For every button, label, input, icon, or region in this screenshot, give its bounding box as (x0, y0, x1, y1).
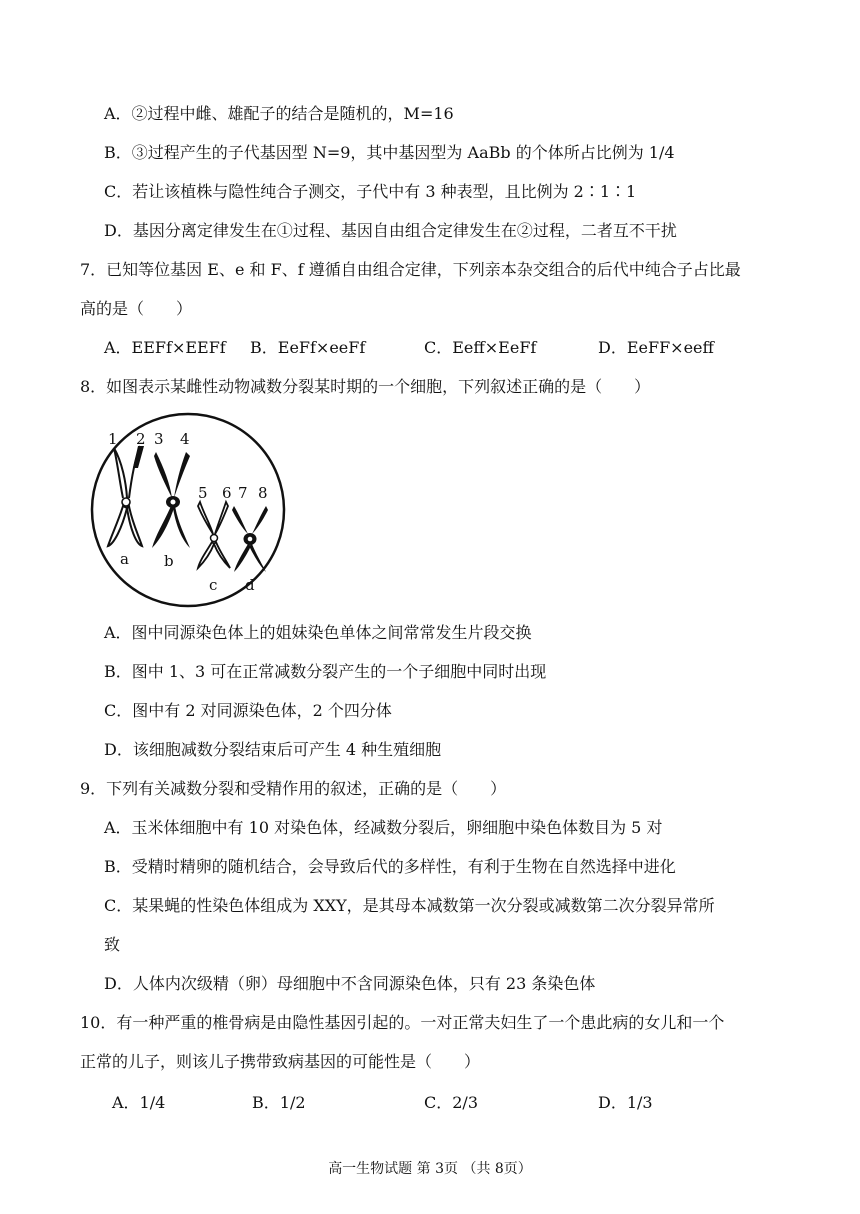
chromosome-a (108, 446, 144, 546)
label-2: 2 (136, 430, 146, 448)
label-d: d (245, 576, 255, 594)
cell-division-figure (78, 410, 298, 610)
q6-option-b: B．③过程产生的子代基因型 N=9，其中基因型为 AaBb 的个体所占比例为 1/4 (104, 143, 675, 162)
chromosome-d (232, 506, 268, 572)
label-c: c (209, 576, 218, 594)
q9-option-c: C．某果蝇的性染色体组成为 XXY，是其母本减数第一次分裂或减数第二次分裂异常所 (104, 896, 715, 915)
q7-option-b: B．EeFf×eeFf (250, 338, 366, 357)
q10-stem-line2: 正常的儿子，则该儿子携带致病基因的可能性是（ ） (80, 1052, 481, 1071)
label-6: 6 (222, 484, 232, 502)
q8-option-c: C．图中有 2 对同源染色体，2 个四分体 (104, 701, 392, 720)
q6-option-a: A．②过程中雌、雄配子的结合是随机的，M=16 (104, 104, 454, 123)
q10-option-b: B．1/2 (252, 1093, 306, 1112)
q9-option-d: D．人体内次级精（卵）母细胞中不含同源染色体，只有 23 条染色体 (104, 974, 596, 993)
q9-stem: 9．下列有关减数分裂和受精作用的叙述，正确的是（ ） (80, 779, 507, 798)
label-b: b (164, 552, 174, 570)
q7-stem-line2: 高的是（ ） (80, 299, 193, 318)
q8-option-a: A．图中同源染色体上的姐妹染色单体之间常常发生片段交换 (104, 623, 532, 642)
q6-option-c: C．若让该植株与隐性纯合子测交，子代中有 3 种表型，且比例为 2∶1∶1 (104, 182, 637, 201)
label-3: 3 (154, 430, 164, 448)
label-4: 4 (180, 430, 190, 448)
label-1: 1 (108, 430, 118, 448)
q7-stem-line1: 7．已知等位基因 E、e 和 F、f 遵循自由组合定律，下列亲本杂交组合的后代中纯合子占比最 (80, 260, 741, 279)
q10-option-d: D．1/3 (598, 1093, 653, 1112)
label-7: 7 (238, 484, 248, 502)
q7-option-a: A．EEFf×EEFf (104, 338, 226, 357)
label-5: 5 (198, 484, 208, 502)
q6-option-d: D．基因分离定律发生在①过程、基因自由组合定律发生在②过程，二者互不干扰 (104, 221, 677, 240)
chromosome-b (152, 452, 190, 548)
q9-option-c-cont: 致 (104, 935, 121, 954)
label-a: a (120, 550, 129, 568)
q10-option-c: C．2/3 (424, 1093, 478, 1112)
q7-option-d: D．EeFF×eeff (598, 338, 714, 357)
q8-option-b: B．图中 1、3 可在正常减数分裂产生的一个子细胞中同时出现 (104, 662, 547, 681)
q9-option-a: A．玉米体细胞中有 10 对染色体，经减数分裂后，卵细胞中染色体数目为 5 对 (104, 818, 663, 837)
q9-option-b: B．受精时精卵的随机结合，会导致后代的多样性，有利于生物在自然选择中进化 (104, 857, 676, 876)
q10-option-a: A．1/4 (112, 1093, 166, 1112)
q7-option-c: C．Eeff×EeFf (424, 338, 537, 357)
q8-option-d: D．该细胞减数分裂结束后可产生 4 种生殖细胞 (104, 740, 442, 759)
q8-stem: 8．如图表示某雌性动物减数分裂某时期的一个细胞，下列叙述正确的是（ ） (80, 377, 651, 396)
page-footer: 高一生物试题 第 3页 （共 8页） (328, 1161, 532, 1177)
q10-stem-line1: 10．有一种严重的椎骨病是由隐性基因引起的。一对正常夫妇生了一个患此病的女儿和一个 (80, 1013, 725, 1032)
label-8: 8 (258, 484, 268, 502)
chromosome-c (198, 502, 230, 568)
